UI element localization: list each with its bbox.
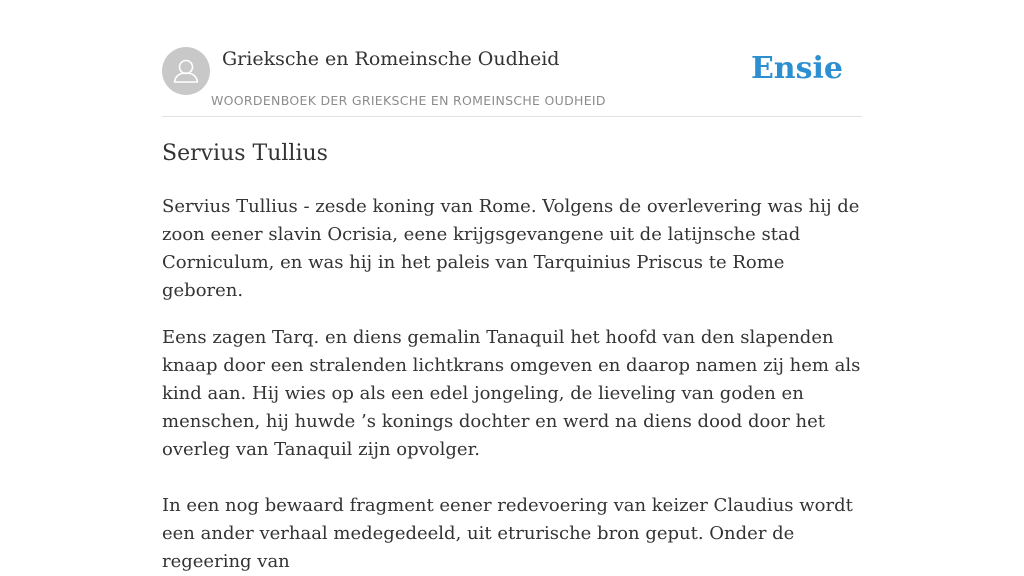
article-paragraph: Eens zagen Tarq. en diens gemalin Tanaquil het hoofd van den slapenden knaap door een stralenden lichtkrans omgeven en daarop namen zij hem als kind aan. Hij wies op als een edel jongeling, de lieveling van goden en menschen, hij huwde ’s konings dochter en werd na diens dood door het overleg van Tanaquil zijn opvolger. — [162, 327, 861, 460]
article-paragraph: In een nog bewaard fragment eener redevoering van keizer Claudius wordt een ander verhaal medegedeeld, uit etrurische bron geput. Onder de regeering van — [162, 495, 853, 572]
ensie-logo-link[interactable]: Ensie — [750, 51, 843, 86]
user-placeholder-icon[interactable] — [162, 47, 210, 95]
source-header — [162, 47, 862, 117]
article-content — [162, 139, 862, 576]
article-title: Servius Tullius — [162, 141, 328, 166]
article-paragraph: Servius Tullius - zesde koning van Rome. Volgens de overlevering was hij de zoon eener slavin Ocrisia, eene krijgsgevangene uit de latijnsche stad Corniculum, en was hij in het paleis van Tarquinius Priscus te Rome geboren. — [162, 196, 860, 301]
source-subtitle: WOORDENBOEK DER GRIEKSCHE EN ROMEINSCHE OUDHEID — [211, 93, 606, 108]
source-title[interactable]: Grieksche en Romeinsche Oudheid — [222, 48, 560, 70]
